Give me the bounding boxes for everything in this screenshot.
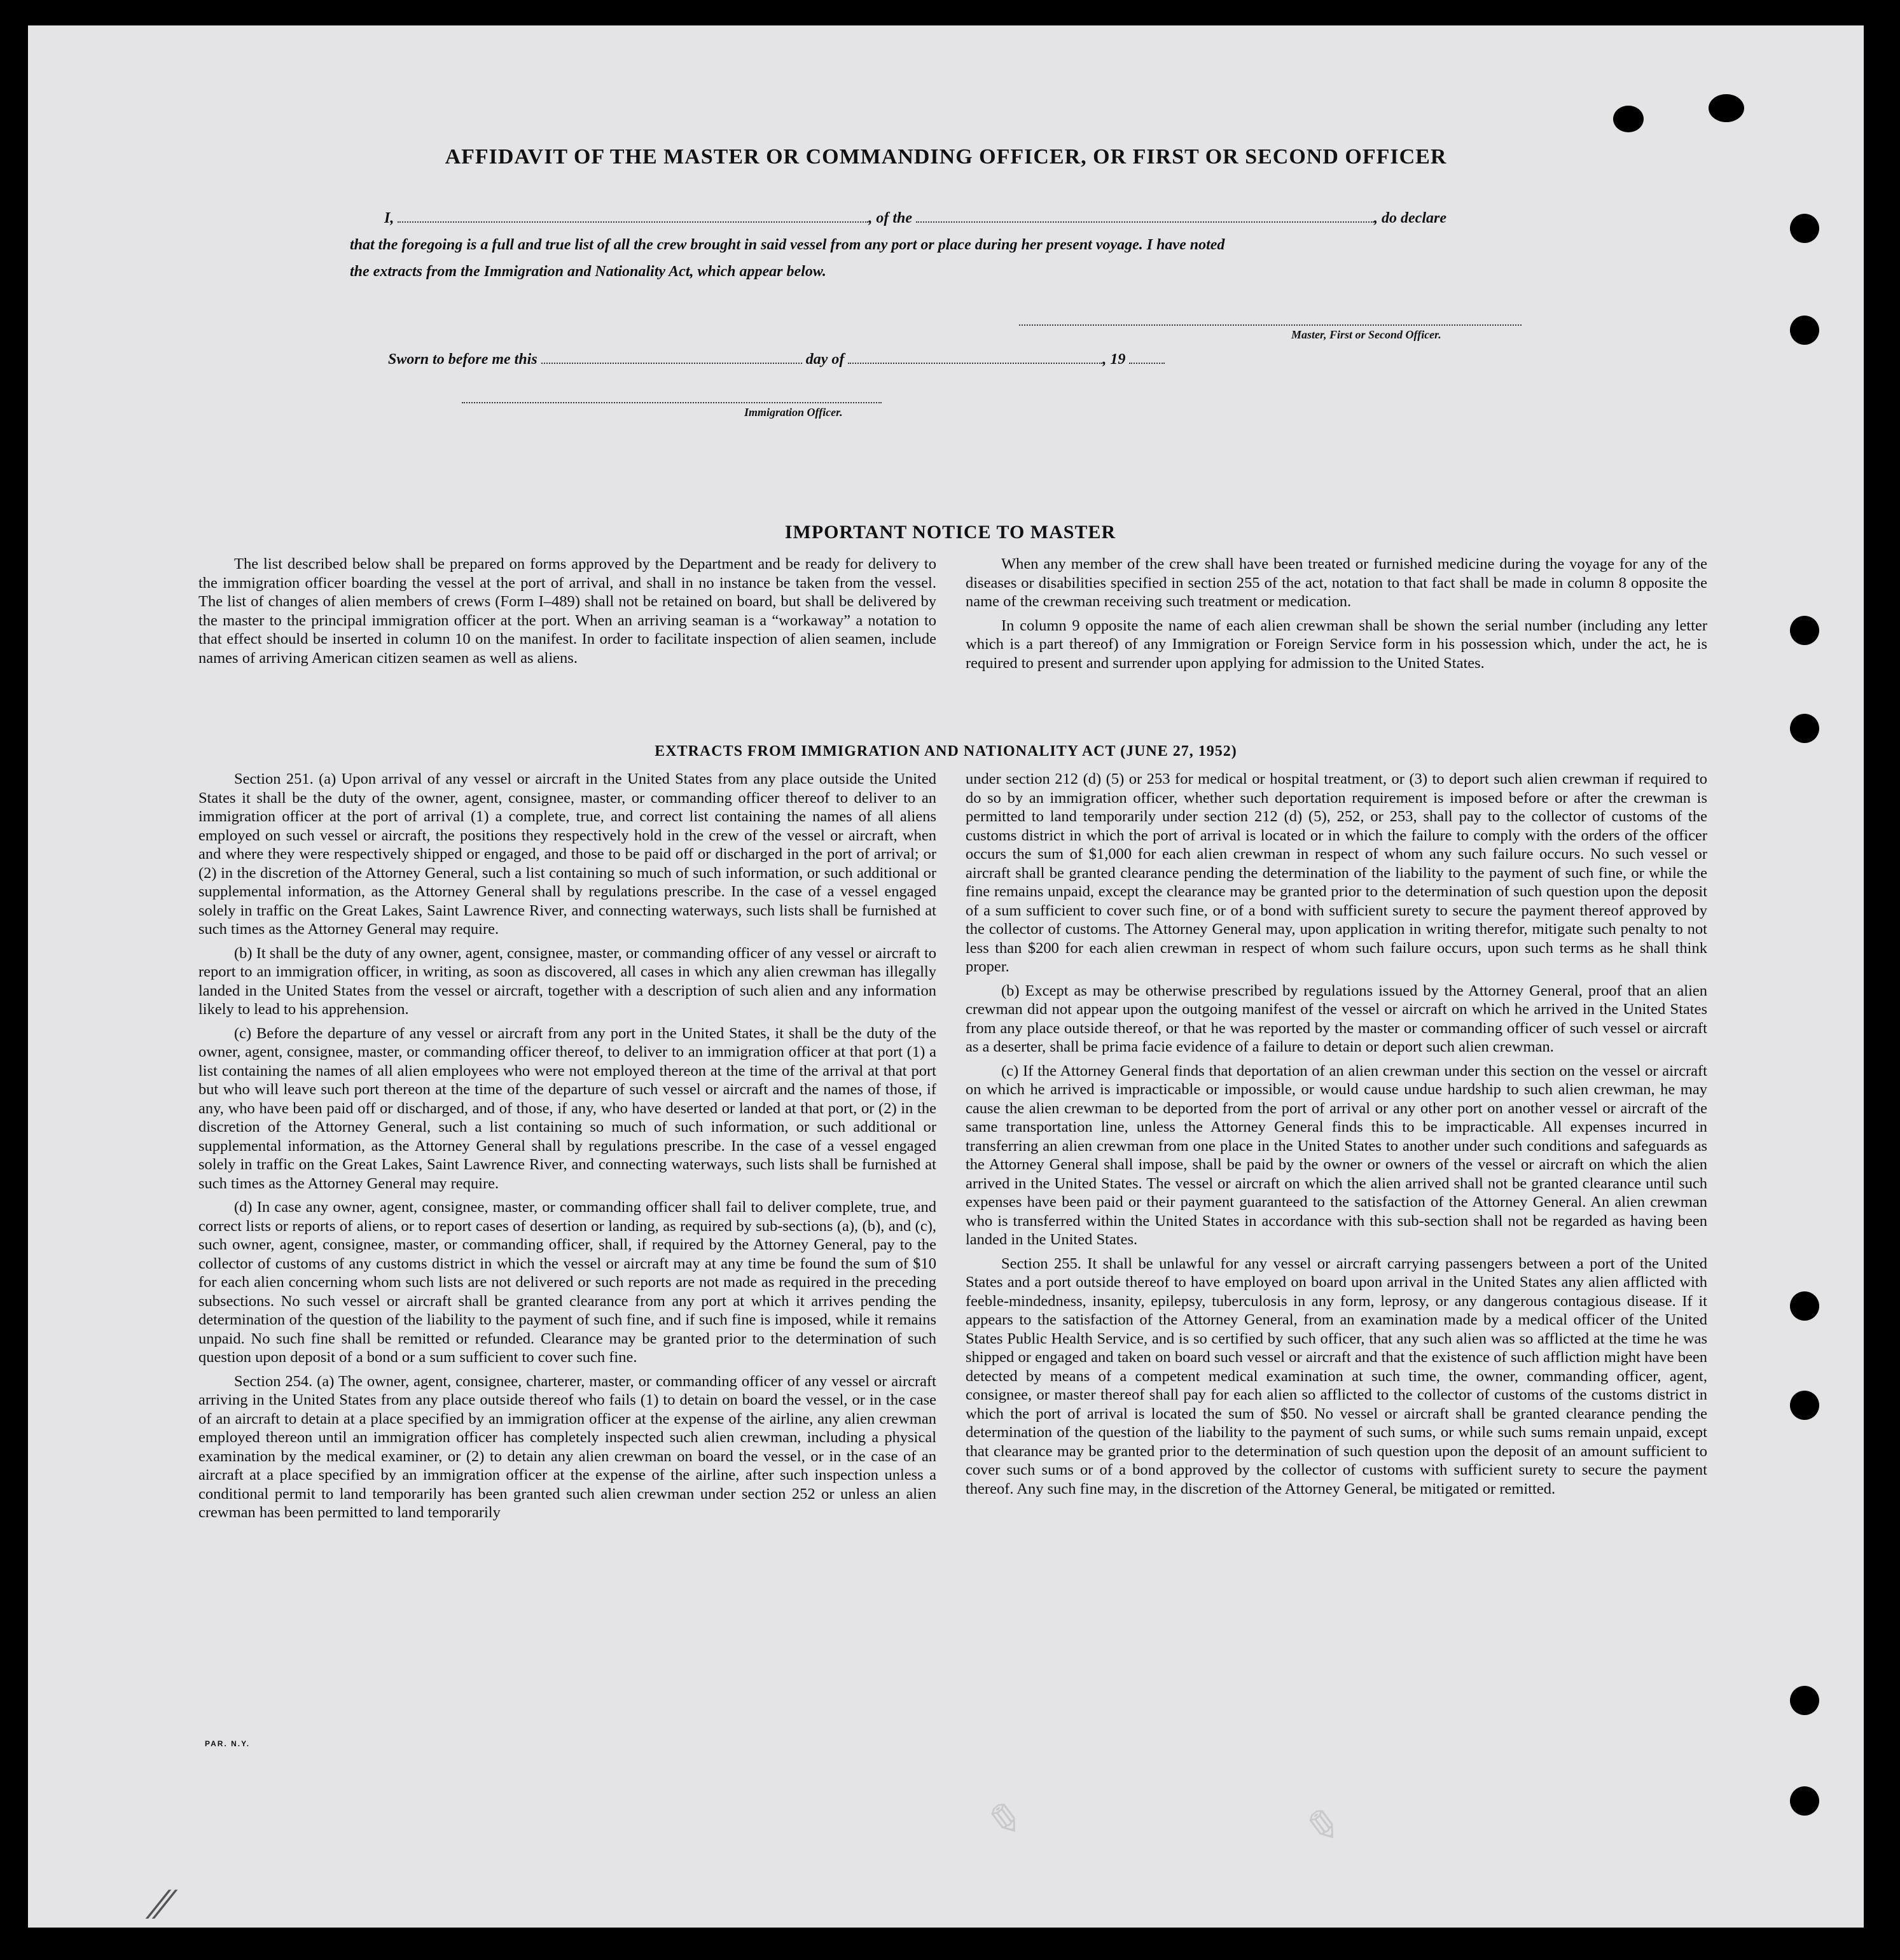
declaration-line-1 <box>384 210 1561 227</box>
section-251a-paragraph: Section 251. (a) Upon arrival of any vessel or aircraft in the United States from any place outside the United States it shall be the duty of the owner, agent, consignee, master, or commanding officer thereof to deliver to an immigration officer at the port of arrival (1) a complete, true, and correct list containing the names of all aliens employed on such vessel or aircraft, the positions they respectively hold in the crew of the vessel or aircraft, when and where they were respectively shipped or engaged, and those to be paid off or discharged in the port of arrival; or (2) in the discretion of the Attorney General, such a list containing so much of such information, or such additional or supplemental information, as the Attorney General shall by regulations prescribe. In the case of a vessel engaged solely in traffic on the Great Lakes, Saint Lawrence River, and connecting waterways, such lists shall be furnished at such times as the Attorney General may require. <box>198 770 936 938</box>
immigration-officer-signature-line[interactable] <box>462 401 882 403</box>
printer-mark: PAR. N.Y. <box>205 1739 251 1748</box>
section-254a-continuation: under section 212 (d) (5) or 253 for medical or hospital treatment, or (3) to deport such alien crewman if required to do so by an immigration officer, whether such deportation requirement is imposed before or after the crewman is permitted to land temporarily under section 212 (d) (5), 252, or 253, shall pay to the collector of customs of the customs district in which the port of arrival is located or in which the failure to comply with the orders of the officer occurs the sum of $1,000 for each alien crewman in respect of whom any such failure occurs. No such vessel or aircraft shall be granted clearance pending the determination of the liability to the payment of such fine, or while the fine remains unpaid, except the clearance may be granted prior to the determination of such question upon the deposit of a sum sufficient to cover such fine, or of a bond with sufficient surety to secure the payment thereof approved by the collector of customs. The Attorney General may, upon application in writing therefor, mitigate such penalty to not less than $200 for each alien crewman in respect of whom such failure occurs, upon such terms as he shall think proper. <box>966 770 1707 975</box>
notice-right-column <box>966 555 1707 678</box>
declarant-prefix: I, <box>384 210 394 226</box>
ink-blot <box>1709 94 1744 122</box>
notice-paragraph: When any member of the crew shall have been treated or furnished medicine during the voyage for any of the diseases or disabilities specified in section 255 of the act, notation to that fact shall be made in column 8 opposite the name of the crewman receiving such treatment or medication. <box>966 555 1707 610</box>
sworn-label: Sworn to before me this <box>388 351 537 368</box>
vessel-name-field[interactable] <box>916 219 1374 223</box>
punch-hole <box>1790 214 1819 243</box>
ink-blot <box>1613 106 1644 132</box>
section-254b-paragraph: (b) Except as may be otherwise prescribed by regulations issued by the Attorney General, proof that an alien crewman did not appear upon the outgoing manifest of the vessel or aircraft on which he arrived in the United States from any place outside thereof, or that he was reported by the master or commanding officer of such vessel or aircraft as a deserter, shall be prima facie evidence of a failure to detain or deport such alien crewman. <box>966 982 1707 1055</box>
bleed-through-handwriting: ⁄⁄ <box>155 1883 169 1928</box>
bleed-through-handwriting: ✎ <box>1300 1800 1338 1852</box>
document-page <box>28 25 1864 1928</box>
section-251b-paragraph: (b) It shall be the duty of any owner, agent, consignee, master, or commanding officer of any vessel or aircraft to report to an immigration officer, in writing, as soon as discovered, all cases in which any alien crewman has illegally landed in the United States from the vessel or aircraft, together with a description of such alien and any information likely to lead to his apprehension. <box>198 944 936 1018</box>
notice-paragraph: The list described below shall be prepared on forms approved by the Department and be ready for delivery to the immigration officer boarding the vessel at the port of arrival, and shall in no instance be taken from the vessel. The list of changes of alien members of crews (Form I–489) shall not be retained on board, but shall be delivered by the master to the principal immigration officer at the port. When an arriving seaman is a “workaway” a notation to that effect should be inserted in column 10 on the manifest. In order to facilitate inspection of alien seamen, include names of arriving American citizen seamen as well as aliens. <box>198 555 936 667</box>
extracts-right-column <box>966 770 1707 1503</box>
section-254a-paragraph: Section 254. (a) The owner, agent, consignee, charterer, master, or commanding officer of any vessel or aircraft arriving in the United States from any place outside thereof who fails (1) to detain on board the vessel, or in the case of an aircraft to detain at a place specified by an immigration officer at the expense of the airline, any alien crewman employed thereon until an immigration officer has completely inspected such alien crewman, including a physical examination by the medical examiner, or (2) to detain any alien crewman on board the vessel, or in the case of an aircraft at a place specified by an immigration officer at the expense of the airline, after such inspection unless a conditional permit to land temporarily has been granted such alien crewman under section 252 or unless an alien crewman has been permitted to land temporarily <box>198 1372 936 1521</box>
extracts-title: EXTRACTS FROM IMMIGRATION AND NATIONALITY ACT (JUNE 27, 1952) <box>655 743 1237 760</box>
sworn-year-field[interactable] <box>1129 360 1165 364</box>
section-255-paragraph: Section 255. It shall be unlawful for any vessel or aircraft carrying passengers between a port of the United States and a port outside thereof to have employed on board upon arrival in the United States any alien afflicted with feeble-mindedness, insanity, epilepsy, tuberculosis in any form, leprosy, or any dangerous contagious disease. If it appears to the satisfaction of the Attorney General, from an examination made by a medical officer of the United States Public Health Service, and is so certified by such officer, that any such alien was so afflicted at the time he was shipped or engaged and taken on board such vessel or aircraft and that the existence of such affliction might have been detected by means of a competent medical examination at such time, the owner, commanding officer, agent, consignee, or master thereof shall pay for each alien so afflicted to the collector of customs of the customs district in which the port of arrival is located the sum of $50. No vessel or aircraft shall be granted clearance pending the determination of the question of the liability to the payment of such sums, or while such sums remain unpaid, except that clearance may be granted prior to the determination of such question upon the deposit of an amount sufficient to cover such sums or of a bond approved by the collector of customs with sufficient surety to secure the payment thereof. Any such fine may, in the discretion of the Attorney General, be mitigated or remitted. <box>966 1255 1707 1498</box>
declaration-line-3: the extracts from the Immigration and Nationality Act, which appear below. <box>350 263 826 280</box>
section-251c-paragraph: (c) Before the departure of any vessel or aircraft from any port in the United States, it shall be the duty of the owner, agent, consignee, master, or commanding officer thereof, to deliver to an immigration officer at that port (1) a list containing the names of all alien employees who were not employed thereon at the time of the arrival at that port but who will leave such port thereon at the time of the departure of such vessel or aircraft and the names of those, if any, who have been paid off or discharged, and of those, if any, who have deserted or landed at that port, or (2) in the discretion of the Attorney General, such a list containing so much of such information, or such additional or supplemental information, as the Attorney General shall by regulations prescribe. In the case of a vessel engaged solely in traffic on the Great Lakes, Saint Lawrence River, and connecting waterways, such lists shall be furnished at such times as the Attorney General may require. <box>198 1024 936 1192</box>
year-label: , 19 <box>1102 351 1126 368</box>
punch-hole <box>1790 616 1819 645</box>
sworn-day-field[interactable] <box>541 360 802 364</box>
punch-hole <box>1790 1291 1819 1321</box>
of-the-label: , of the <box>868 210 913 226</box>
declarant-name-field[interactable] <box>398 219 868 223</box>
bleed-through-handwriting: ✎ <box>982 1794 1020 1846</box>
notice-title: IMPORTANT NOTICE TO MASTER <box>784 522 1116 543</box>
master-signature-label: Master, First or Second Officer. <box>1291 328 1441 341</box>
sworn-month-field[interactable] <box>848 360 1102 364</box>
day-of-label: day of <box>805 351 845 368</box>
notice-left-column <box>198 555 936 672</box>
punch-hole <box>1790 1786 1819 1816</box>
sworn-line <box>388 351 1279 368</box>
affidavit-title: AFFIDAVIT OF THE MASTER OR COMMANDING OFFICER, OR FIRST OR SECOND OFFICER <box>445 145 1447 169</box>
section-251d-paragraph: (d) In case any owner, agent, consignee, master, or commanding officer shall fail to deliver complete, true, and correct lists or reports of aliens, or to report cases of desertion or landing, as required by sub-sections (a), (b), and (c), such owner, agent, consignee, master, or commanding officer, shall, if required by the Attorney General, pay to the collector of customs of any customs district in which the vessel or aircraft may at any time be found the sum of $10 for each alien concerning whom such lists are not delivered or such reports are not made as required in the preceding subsections. No such vessel or aircraft shall be granted clearance from any port at which it arrives pending the determination of the question of the liability to the payment of such fine, and if such fine is imposed, while it remains unpaid. No such fine shall be remitted or refunded. Clearance may be granted prior to the determination of such question upon deposit of a bond or a sum sufficient to cover such fine. <box>198 1199 936 1366</box>
punch-hole <box>1790 1686 1819 1715</box>
declaration-line-2: that the foregoing is a full and true list of all the crew brought in said vessel from any port or place during her present voyage. I have noted <box>350 237 1225 253</box>
punch-hole <box>1790 714 1819 743</box>
punch-hole <box>1790 1391 1819 1420</box>
section-254c-paragraph: (c) If the Attorney General finds that deportation of an alien crewman under this section on the vessel or aircraft on which he arrived is impracticable or impossible, or would cause undue hardship to such alien crewman, he may cause the alien crewman to be deported from the port of arrival or any other port on another vessel or aircraft of the same transportation line, unless the Attorney General finds this to be impracticable. All expenses incurred in transferring an alien crewman from one place in the United States to another under such conditions and safeguards as the Attorney General shall impose, shall be paid by the owner or owners of the vessel or aircraft on which the alien arrived in the United States. The vessel or aircraft on which the alien arrived shall not be granted clearance until such expenses have been paid or their payment guaranteed to the satisfaction of the Attorney General. An alien crewman who is transferred within the United States in accordance with this sub-section shall not be regarded as having been landed in the United States. <box>966 1062 1707 1248</box>
master-signature-line[interactable] <box>1019 323 1522 326</box>
notice-paragraph: In column 9 opposite the name of each alien crewman shall be shown the serial number (including any letter which is a part thereof) of any Immigration or Foreign Service form in his possession which, under the act, he is required to present and surrender upon applying for admission to the United States. <box>966 616 1707 672</box>
immigration-officer-label: Immigration Officer. <box>744 406 843 419</box>
do-declare-label: , do declare <box>1374 210 1446 226</box>
extracts-left-column <box>198 770 936 1527</box>
punch-hole <box>1790 316 1819 345</box>
